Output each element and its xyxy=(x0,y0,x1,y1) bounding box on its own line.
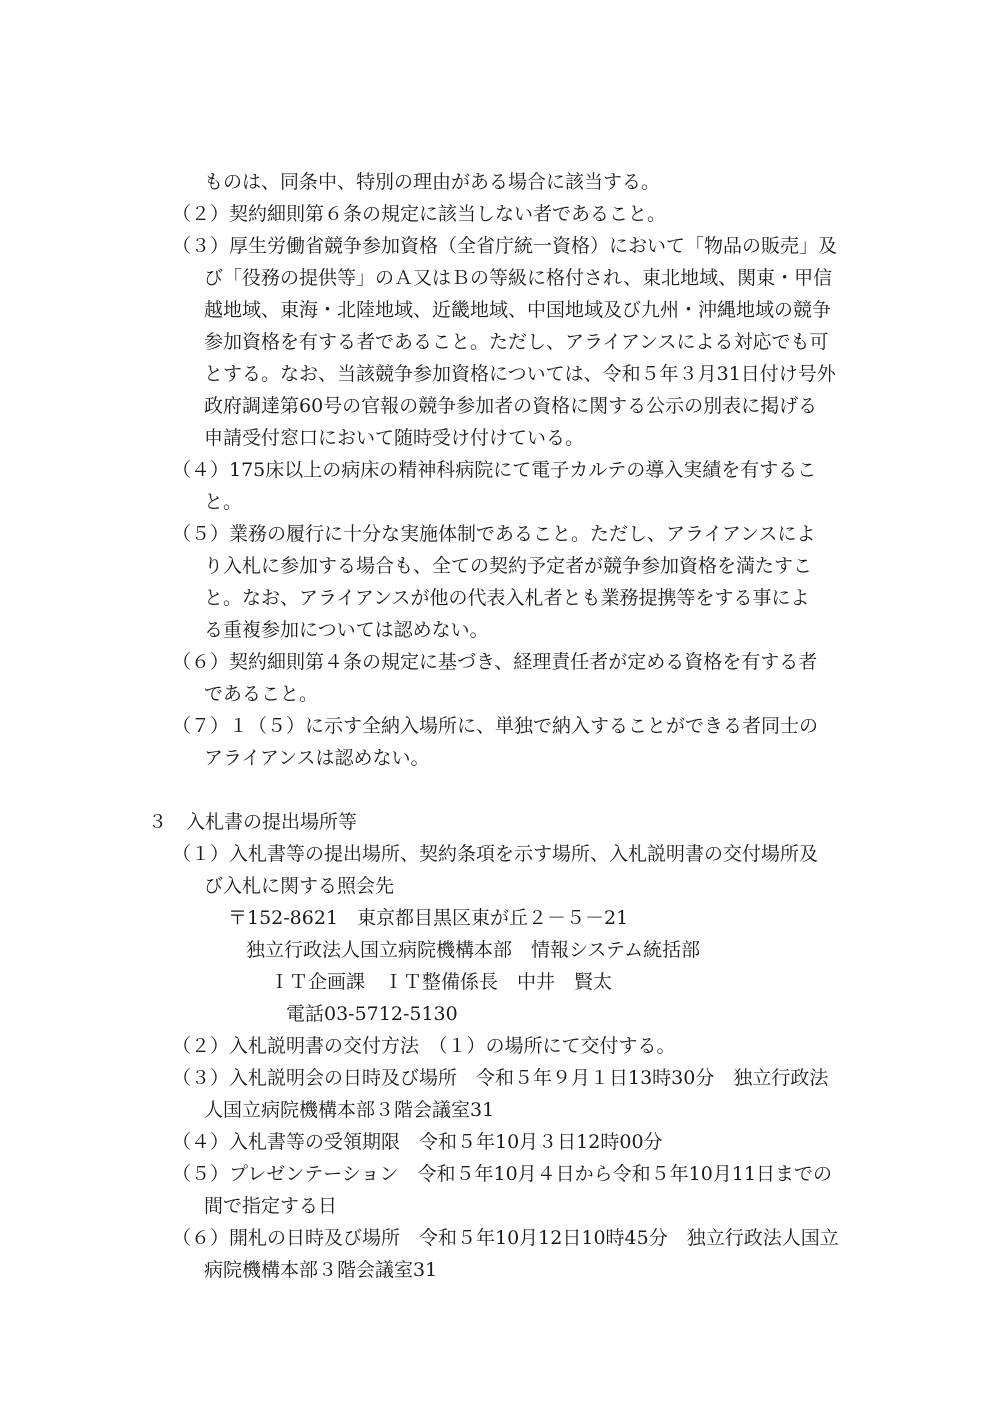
section3-item-1-line: （１）入札書等の提出場所、契約条項を示す場所、入札説明書の交付場所及 xyxy=(172,843,819,865)
contact-phone: 電話03-5712-5130 xyxy=(286,1003,458,1025)
section3-item-5-line: 間で指定する日 xyxy=(204,1195,338,1217)
section-3-heading: ３ 入札書の提出場所等 xyxy=(148,811,358,833)
contact-person: ＩＴ企画課 ＩＴ整備係長 中井 賢太 xyxy=(270,971,613,993)
item-4-line: と。 xyxy=(204,491,243,513)
item-7-line: （７）１（５）に示す全納入場所に、単独で納入することができる者同士の xyxy=(172,715,819,737)
section3-item-2-line: （２）入札説明書の交付方法 （１）の場所にて交付する。 xyxy=(172,1035,676,1057)
section3-item-6-line: 病院機構本部３階会議室31 xyxy=(204,1259,438,1281)
contact-postal-address: 〒152-8621 東京都目黒区東が丘２－５－21 xyxy=(228,907,629,929)
item-3-line: 参加資格を有する者であること。ただし、アライアンスによる対応でも可 xyxy=(204,331,829,353)
item-3-line: （３）厚生労働省競争参加資格（全省庁統一資格）において「物品の販売」及 xyxy=(172,235,838,257)
item-continuation-line: ものは、同条中、特別の理由がある場合に該当する。 xyxy=(204,171,661,193)
item-3-line: 申請受付窓口において随時受け付けている。 xyxy=(204,427,585,449)
item-5-line: （５）業務の履行に十分な実施体制であること。ただし、アライアンスによ xyxy=(172,523,816,545)
section3-item-6-line: （６）開札の日時及び場所 令和５年10月12日10時45分 独立行政法人国立 xyxy=(172,1227,839,1249)
item-6-line: であること。 xyxy=(204,683,319,705)
item-4-line: （４）175床以上の病床の精神科病院にて電子カルテの導入実績を有するこ xyxy=(172,459,817,481)
item-6-line: （６）契約細則第４条の規定に基づき、経理責任者が定める資格を有する者 xyxy=(172,651,818,673)
item-3-line: 政府調達第60号の官報の競争参加者の資格に関する公示の別表に掲げる xyxy=(204,395,818,417)
section3-item-1-line: び入札に関する照会先 xyxy=(204,875,395,897)
section3-item-3-line: 人国立病院機構本部３階会議室31 xyxy=(204,1099,495,1121)
item-5-line: る重複参加については認めない。 xyxy=(204,619,489,641)
item-5-line: り入札に参加する場合も、全ての契約予定者が競争参加資格を満たすこ xyxy=(204,555,813,577)
item-5-line: と。なお、アライアンスが他の代表入札者とも業務提携等をする事によ xyxy=(204,587,810,609)
contact-organization: 独立行政法人国立病院機構本部 情報システム統括部 xyxy=(246,939,701,961)
item-3-line: び「役務の提供等」のＡ又はＢの等級に格付され、東北地域、関東・甲信 xyxy=(204,267,833,289)
section3-item-3-line: （３）入札説明会の日時及び場所 令和５年９月１日13時30分 独立行政法 xyxy=(172,1067,829,1089)
section3-item-5-line: （５）プレゼンテーション 令和５年10月４日から令和５年10月11日までの xyxy=(172,1163,833,1185)
section3-item-4-line: （４）入札書等の受領期限 令和５年10月３日12時00分 xyxy=(172,1131,663,1153)
item-3-line: 越地域、東海・北陸地域、近畿地域、中国地域及び九州・沖縄地域の競争 xyxy=(204,299,832,321)
item-7-line: アライアンスは認めない。 xyxy=(204,747,430,769)
item-3-line: とする。なお、当該競争参加資格については、令和５年３月31日付け号外 xyxy=(204,363,836,385)
item-2-line: （２）契約細則第６条の規定に該当しない者であること。 xyxy=(172,203,667,225)
